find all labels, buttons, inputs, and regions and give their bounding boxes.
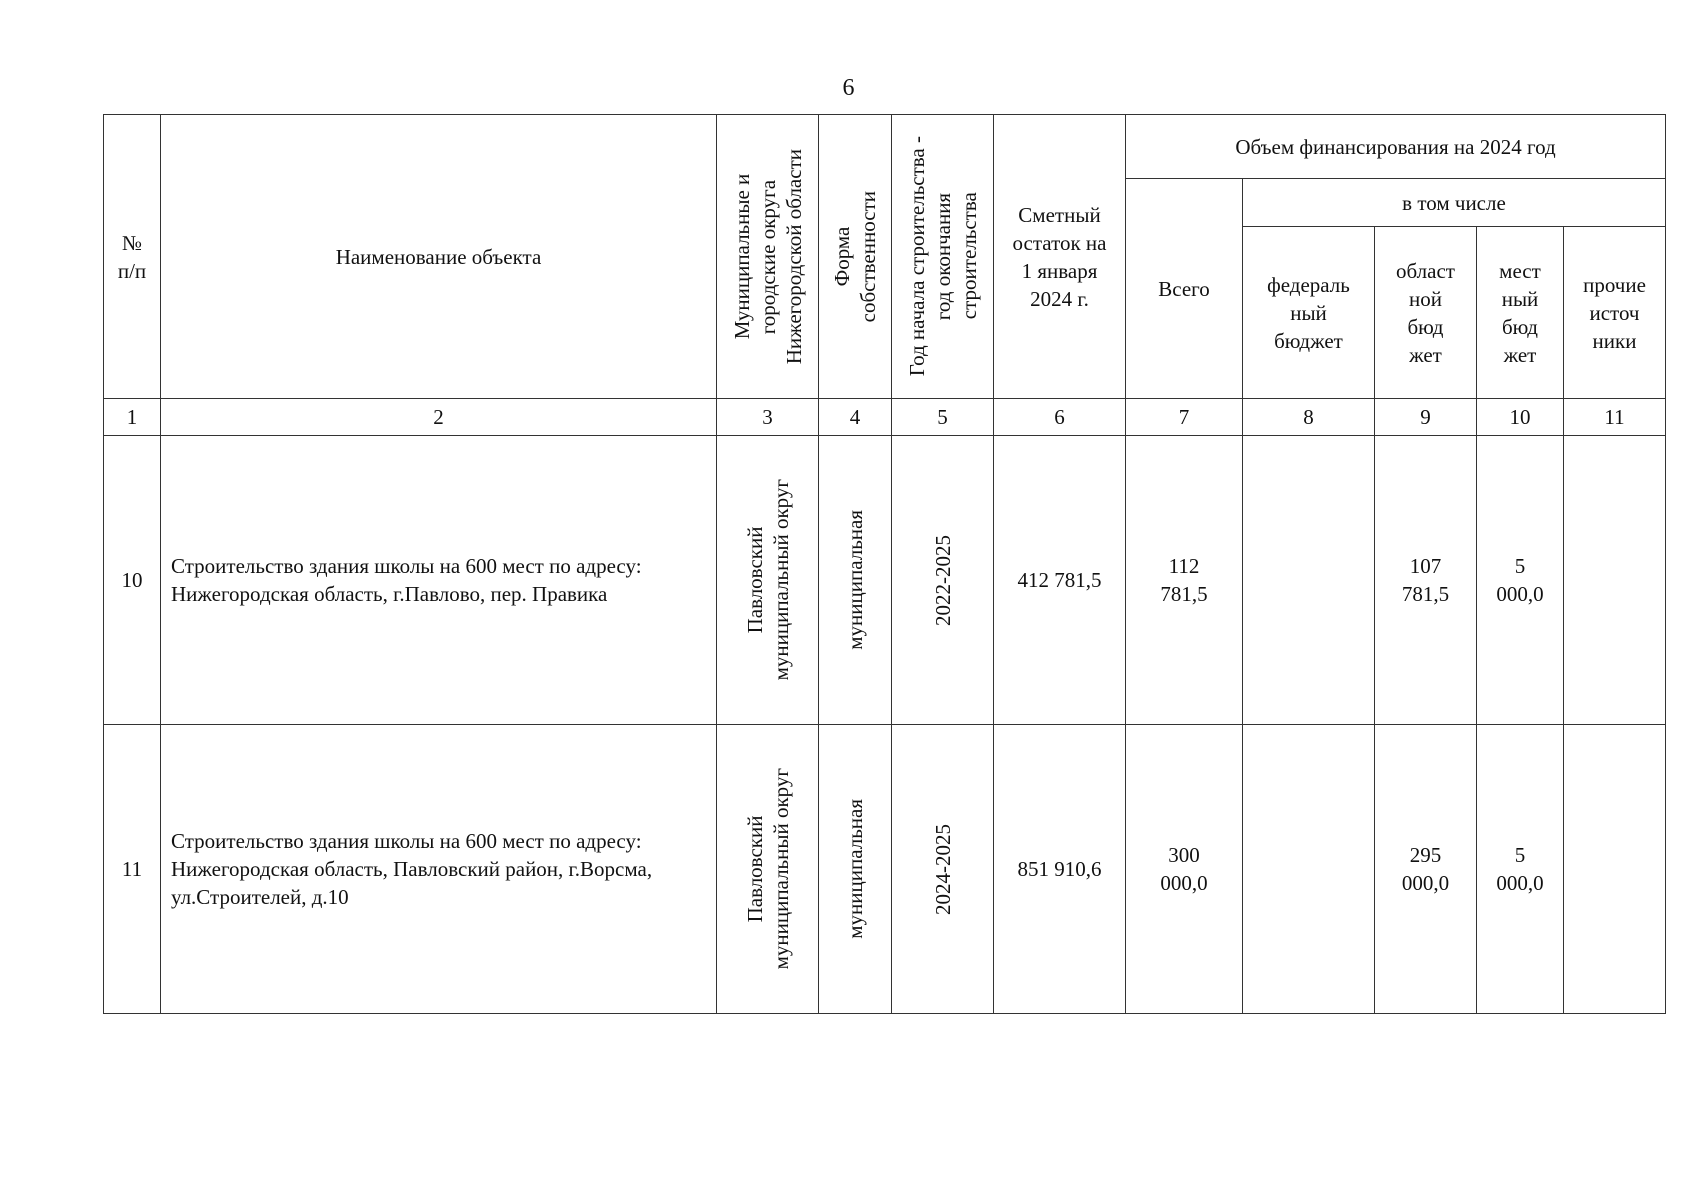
header-including: в том числе — [1243, 179, 1666, 227]
header-years-text: Год начала строительства - год окончания строительства — [904, 136, 981, 377]
years-text: 2022-2025 — [930, 534, 955, 626]
other-cell — [1564, 725, 1666, 1014]
regional-cell: 295 000,0 — [1375, 725, 1477, 1014]
ownership-cell — [819, 436, 892, 725]
header-remainder: Сметный остаток на 1 января 2024 г. — [994, 115, 1126, 399]
header-years — [892, 115, 994, 399]
municipality-text: Павловский муниципальный округ — [742, 768, 793, 970]
ownership-text: муниципальная — [843, 510, 867, 650]
column-number: 10 — [1477, 399, 1564, 436]
object-name-cell: Строительство здания школы на 600 мест по адресу: Нижегородская область, г.Павлово, пер. Правика — [161, 436, 717, 725]
regional-cell: 107 781,5 — [1375, 436, 1477, 725]
object-name-cell: Строительство здания школы на 600 мест по адресу: Нижегородская область, Павловский район, г.Ворсма, ул.Строителей, д.10 — [161, 725, 717, 1014]
row-num: 11 — [104, 725, 161, 1014]
header-other: прочие источ ники — [1564, 227, 1666, 399]
federal-cell — [1243, 725, 1375, 1014]
ownership-cell — [819, 725, 892, 1014]
header-municipality — [717, 115, 819, 399]
header-regional: област ной бюд жет — [1375, 227, 1477, 399]
municipality-cell — [717, 725, 819, 1014]
years-cell — [892, 725, 994, 1014]
header-object-name: Наименование объекта — [161, 115, 717, 399]
header-funding-group: Объем финансирования на 2024 год — [1126, 115, 1666, 179]
column-number: 6 — [994, 399, 1126, 436]
total-cell: 112 781,5 — [1126, 436, 1243, 725]
column-number: 9 — [1375, 399, 1477, 436]
header-municipality-text: Муниципальные и городские округа Нижегородской области — [729, 148, 806, 365]
financing-table — [103, 114, 1666, 1014]
years-text: 2024-2025 — [930, 823, 955, 915]
column-number: 2 — [161, 399, 717, 436]
column-number: 3 — [717, 399, 819, 436]
table-row — [104, 725, 1666, 1014]
column-number: 7 — [1126, 399, 1243, 436]
local-cell: 5 000,0 — [1477, 436, 1564, 725]
remainder-cell: 851 910,6 — [994, 725, 1126, 1014]
row-num: 10 — [104, 436, 161, 725]
header-federal: федераль ный бюджет — [1243, 227, 1375, 399]
header-num: № п/п — [104, 115, 161, 399]
remainder-cell: 412 781,5 — [994, 436, 1126, 725]
column-number: 8 — [1243, 399, 1375, 436]
column-number: 1 — [104, 399, 161, 436]
other-cell — [1564, 436, 1666, 725]
header-row — [104, 115, 1666, 179]
column-number-row — [104, 399, 1666, 436]
header-ownership — [819, 115, 892, 399]
local-cell: 5 000,0 — [1477, 725, 1564, 1014]
ownership-text: муниципальная — [843, 799, 867, 939]
federal-cell — [1243, 436, 1375, 725]
page-number: 6 — [842, 75, 855, 101]
column-number: 5 — [892, 399, 994, 436]
header-ownership-text: Форма собственности — [830, 190, 880, 323]
years-cell — [892, 436, 994, 725]
municipality-text: Павловский муниципальный округ — [742, 479, 793, 681]
column-number: 4 — [819, 399, 892, 436]
total-cell: 300 000,0 — [1126, 725, 1243, 1014]
table-row — [104, 436, 1666, 725]
header-total: Всего — [1126, 179, 1243, 399]
header-local: мест ный бюд жет — [1477, 227, 1564, 399]
municipality-cell — [717, 436, 819, 725]
column-number: 11 — [1564, 399, 1666, 436]
